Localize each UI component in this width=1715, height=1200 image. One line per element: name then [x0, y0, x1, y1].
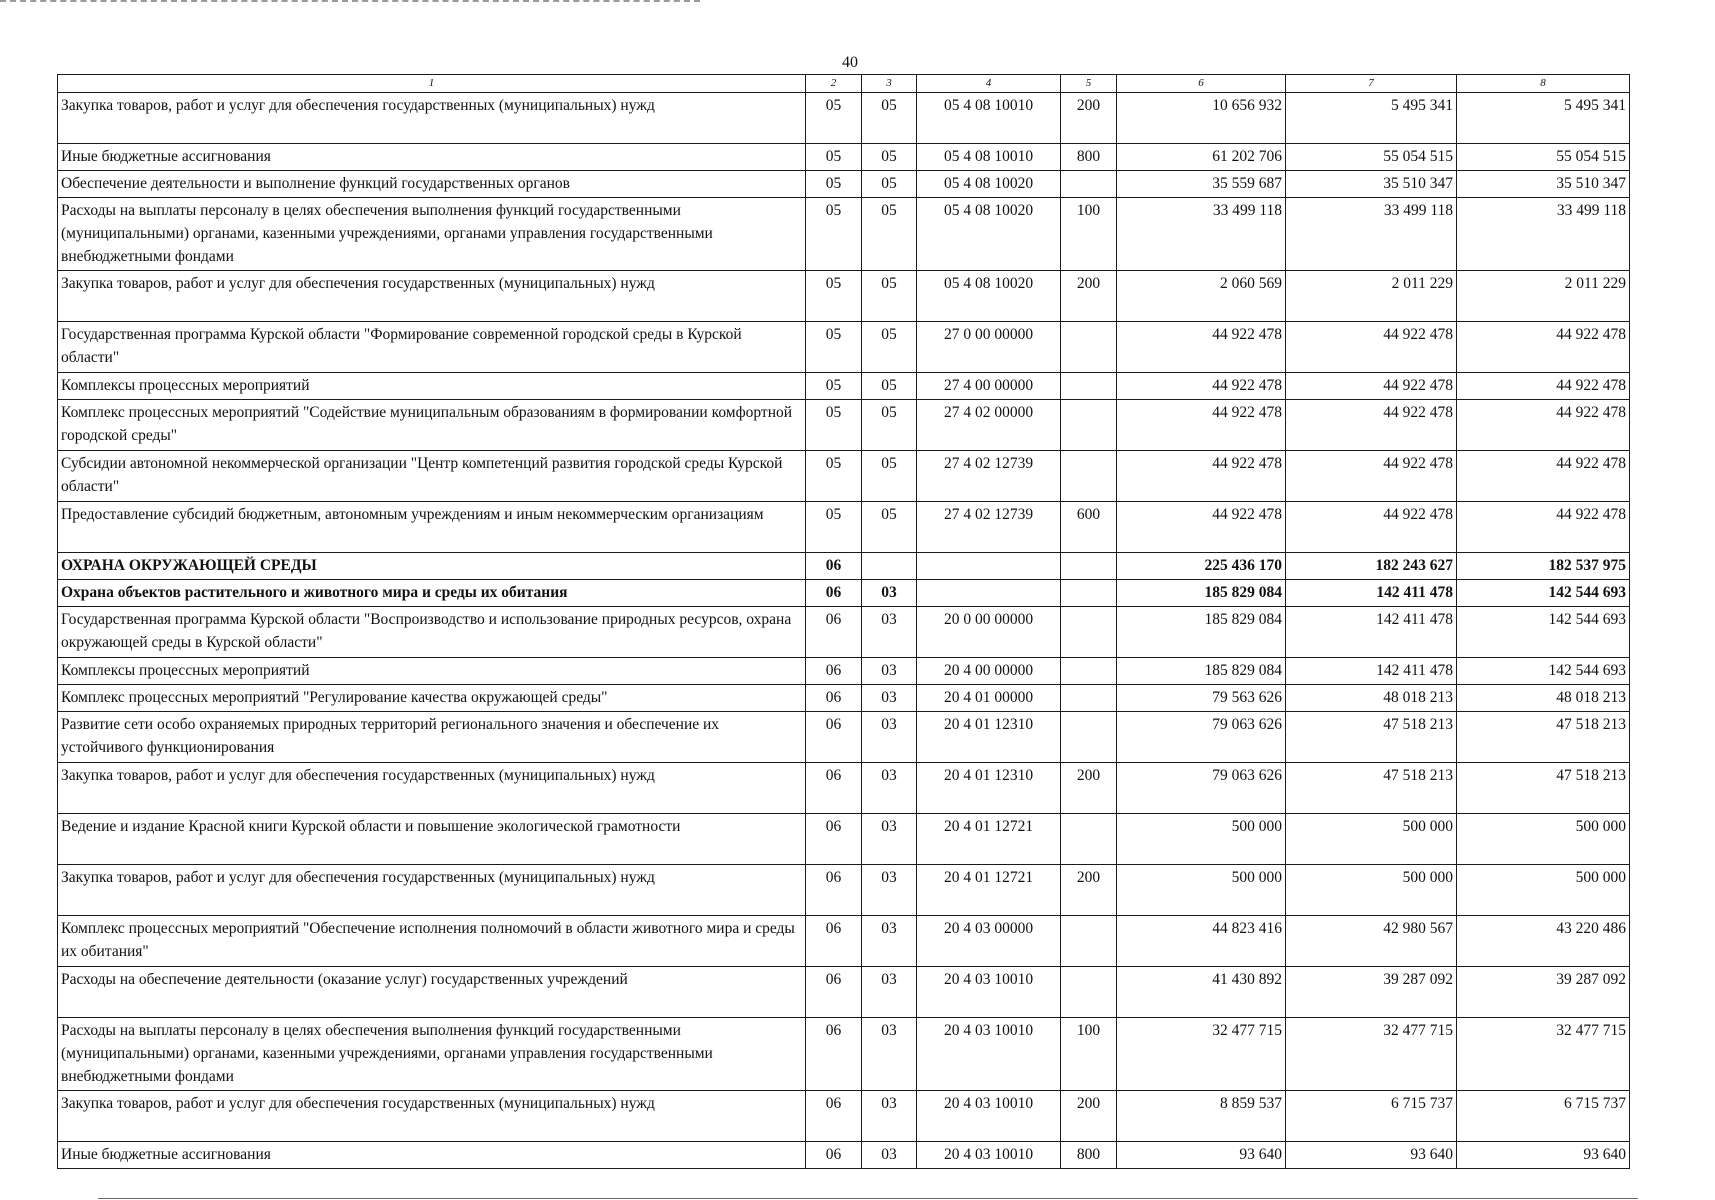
section-cell: 05: [806, 322, 862, 373]
amount-col6-cell: 225 436 170: [1117, 553, 1286, 580]
amount-col8-cell: 39 287 092: [1457, 967, 1630, 1018]
section-cell: 05: [806, 93, 862, 144]
subsection-cell: 05: [862, 322, 917, 373]
table-row: [58, 607, 1630, 658]
section-cell: 06: [806, 1091, 862, 1142]
amount-col6-cell: 79 563 626: [1117, 685, 1286, 712]
expense-type-cell: 200: [1061, 763, 1117, 814]
amount-col7-cell: 35 510 347: [1286, 171, 1457, 198]
section-cell: 06: [806, 607, 862, 658]
table-row: [58, 171, 1630, 198]
expense-type-cell: [1061, 580, 1117, 607]
target-article-cell: 27 4 02 00000: [917, 400, 1061, 451]
scan-edge-bottom: [98, 1198, 1638, 1199]
row-name-cell: Развитие сети особо охраняемых природных территорий регионального значения и обеспечение их устойчивого функционирования: [58, 712, 806, 763]
budget-table: [57, 74, 1630, 1169]
expense-type-cell: 100: [1061, 1018, 1117, 1091]
amount-col8-cell: 182 537 975: [1457, 553, 1630, 580]
amount-col8-cell: 44 922 478: [1457, 451, 1630, 502]
target-article-cell: [917, 580, 1061, 607]
target-article-cell: 20 4 03 10010: [917, 1091, 1061, 1142]
amount-col7-cell: 44 922 478: [1286, 502, 1457, 553]
expense-type-cell: 800: [1061, 144, 1117, 171]
amount-col6-cell: 44 823 416: [1117, 916, 1286, 967]
table-row: [58, 93, 1630, 144]
subsection-cell: 05: [862, 451, 917, 502]
amount-col8-cell: 500 000: [1457, 865, 1630, 916]
amount-col6-cell: 8 859 537: [1117, 1091, 1286, 1142]
subsection-cell: 05: [862, 271, 917, 322]
amount-col7-cell: 33 499 118: [1286, 198, 1457, 271]
section-cell: 05: [806, 451, 862, 502]
subsection-cell: 03: [862, 685, 917, 712]
amount-col8-cell: 2 011 229: [1457, 271, 1630, 322]
amount-col6-cell: 41 430 892: [1117, 967, 1286, 1018]
subsection-cell: 03: [862, 580, 917, 607]
row-name-cell: Закупка товаров, работ и услуг для обеспечения государственных (муниципальных) нужд: [58, 93, 806, 144]
row-name-cell: Закупка товаров, работ и услуг для обеспечения государственных (муниципальных) нужд: [58, 763, 806, 814]
subsection-cell: 05: [862, 198, 917, 271]
subsection-cell: 03: [862, 712, 917, 763]
amount-col8-cell: 44 922 478: [1457, 322, 1630, 373]
amount-col8-cell: 43 220 486: [1457, 916, 1630, 967]
amount-col6-cell: 44 922 478: [1117, 502, 1286, 553]
amount-col6-cell: 10 656 932: [1117, 93, 1286, 144]
amount-col7-cell: 182 243 627: [1286, 553, 1457, 580]
target-article-cell: 27 4 02 12739: [917, 502, 1061, 553]
section-cell: 05: [806, 502, 862, 553]
amount-col6-cell: 500 000: [1117, 865, 1286, 916]
table-row: [58, 400, 1630, 451]
target-article-cell: 05 4 08 10010: [917, 144, 1061, 171]
target-article-cell: 27 4 00 00000: [917, 373, 1061, 400]
amount-col7-cell: 5 495 341: [1286, 93, 1457, 144]
table-row: [58, 658, 1630, 685]
amount-col7-cell: 39 287 092: [1286, 967, 1457, 1018]
section-cell: 05: [806, 144, 862, 171]
amount-col7-cell: 44 922 478: [1286, 400, 1457, 451]
section-cell: 05: [806, 271, 862, 322]
expense-type-cell: [1061, 712, 1117, 763]
amount-col6-cell: 32 477 715: [1117, 1018, 1286, 1091]
column-header: 2: [806, 75, 862, 93]
amount-col7-cell: 93 640: [1286, 1142, 1457, 1169]
expense-type-cell: 100: [1061, 198, 1117, 271]
amount-col8-cell: 6 715 737: [1457, 1091, 1630, 1142]
amount-col6-cell: 44 922 478: [1117, 451, 1286, 502]
expense-type-cell: [1061, 553, 1117, 580]
table-row: [58, 553, 1630, 580]
row-name-cell: Закупка товаров, работ и услуг для обеспечения государственных (муниципальных) нужд: [58, 1091, 806, 1142]
page-number: 40: [842, 54, 858, 71]
subsection-cell: 03: [862, 1091, 917, 1142]
subsection-cell: 05: [862, 93, 917, 144]
expense-type-cell: 800: [1061, 1142, 1117, 1169]
expense-type-cell: [1061, 607, 1117, 658]
amount-col8-cell: 47 518 213: [1457, 712, 1630, 763]
amount-col8-cell: 142 544 693: [1457, 580, 1630, 607]
table-row: [58, 373, 1630, 400]
target-article-cell: 20 4 01 12310: [917, 712, 1061, 763]
target-article-cell: [917, 553, 1061, 580]
expense-type-cell: [1061, 322, 1117, 373]
target-article-cell: 20 4 03 00000: [917, 916, 1061, 967]
table-row: [58, 916, 1630, 967]
section-cell: 06: [806, 580, 862, 607]
expense-type-cell: [1061, 685, 1117, 712]
subsection-cell: 03: [862, 865, 917, 916]
amount-col8-cell: 142 544 693: [1457, 607, 1630, 658]
amount-col8-cell: 93 640: [1457, 1142, 1630, 1169]
target-article-cell: 20 4 03 10010: [917, 1018, 1061, 1091]
amount-col7-cell: 142 411 478: [1286, 658, 1457, 685]
amount-col7-cell: 142 411 478: [1286, 607, 1457, 658]
amount-col8-cell: 32 477 715: [1457, 1018, 1630, 1091]
section-cell: 06: [806, 685, 862, 712]
table-row: [58, 271, 1630, 322]
amount-col6-cell: 44 922 478: [1117, 400, 1286, 451]
row-name-cell: Охрана объектов растительного и животного мира и среды их обитания: [58, 580, 806, 607]
subsection-cell: 03: [862, 607, 917, 658]
amount-col6-cell: 185 829 084: [1117, 607, 1286, 658]
column-header: 7: [1286, 75, 1457, 93]
amount-col8-cell: 55 054 515: [1457, 144, 1630, 171]
amount-col8-cell: 500 000: [1457, 814, 1630, 865]
target-article-cell: 05 4 08 10020: [917, 198, 1061, 271]
amount-col8-cell: 5 495 341: [1457, 93, 1630, 144]
expense-type-cell: 200: [1061, 93, 1117, 144]
section-cell: 06: [806, 553, 862, 580]
amount-col7-cell: 47 518 213: [1286, 763, 1457, 814]
section-cell: 06: [806, 967, 862, 1018]
amount-col8-cell: 48 018 213: [1457, 685, 1630, 712]
row-name-cell: Субсидии автономной некоммерческой организации "Центр компетенций развития городской среды Курской области": [58, 451, 806, 502]
row-name-cell: Государственная программа Курской области "Формирование современной городской среды в Курской области": [58, 322, 806, 373]
expense-type-cell: [1061, 373, 1117, 400]
column-header: 1: [58, 75, 806, 93]
amount-col6-cell: 79 063 626: [1117, 763, 1286, 814]
amount-col7-cell: 142 411 478: [1286, 580, 1457, 607]
row-name-cell: Закупка товаров, работ и услуг для обеспечения государственных (муниципальных) нужд: [58, 865, 806, 916]
amount-col7-cell: 48 018 213: [1286, 685, 1457, 712]
target-article-cell: 05 4 08 10010: [917, 93, 1061, 144]
subsection-cell: 05: [862, 400, 917, 451]
subsection-cell: 05: [862, 373, 917, 400]
target-article-cell: 20 4 03 10010: [917, 967, 1061, 1018]
section-cell: 06: [806, 865, 862, 916]
expense-type-cell: [1061, 658, 1117, 685]
row-name-cell: Иные бюджетные ассигнования: [58, 144, 806, 171]
column-header: 8: [1457, 75, 1630, 93]
section-cell: 06: [806, 763, 862, 814]
amount-col8-cell: 44 922 478: [1457, 400, 1630, 451]
table-row: [58, 502, 1630, 553]
row-name-cell: Расходы на обеспечение деятельности (оказание услуг) государственных учреждений: [58, 967, 806, 1018]
subsection-cell: 03: [862, 763, 917, 814]
amount-col7-cell: 32 477 715: [1286, 1018, 1457, 1091]
row-name-cell: Обеспечение деятельности и выполнение функций государственных органов: [58, 171, 806, 198]
amount-col8-cell: 44 922 478: [1457, 502, 1630, 553]
amount-col7-cell: 500 000: [1286, 865, 1457, 916]
amount-col6-cell: 35 559 687: [1117, 171, 1286, 198]
amount-col6-cell: 185 829 084: [1117, 658, 1286, 685]
column-header: 4: [917, 75, 1061, 93]
section-cell: 05: [806, 171, 862, 198]
amount-col7-cell: 6 715 737: [1286, 1091, 1457, 1142]
target-article-cell: 20 4 00 00000: [917, 658, 1061, 685]
subsection-cell: 03: [862, 916, 917, 967]
table-row: [58, 451, 1630, 502]
expense-type-cell: 200: [1061, 1091, 1117, 1142]
row-name-cell: Комплексы процессных мероприятий: [58, 373, 806, 400]
column-header: 6: [1117, 75, 1286, 93]
table-row: [58, 198, 1630, 271]
row-name-cell: Расходы на выплаты персоналу в целях обеспечения выполнения функций государственными (муниципальными) органами, казенными учреждениями, органами управления государственными внебюджетными фондами: [58, 1018, 806, 1091]
section-cell: 05: [806, 400, 862, 451]
amount-col6-cell: 61 202 706: [1117, 144, 1286, 171]
section-cell: 06: [806, 1018, 862, 1091]
section-cell: 06: [806, 916, 862, 967]
table-row: [58, 1091, 1630, 1142]
amount-col7-cell: 42 980 567: [1286, 916, 1457, 967]
amount-col6-cell: 79 063 626: [1117, 712, 1286, 763]
amount-col6-cell: 500 000: [1117, 814, 1286, 865]
row-name-cell: Государственная программа Курской области "Воспроизводство и использование природных ресурсов, охрана окружающей среды в Курской области": [58, 607, 806, 658]
target-article-cell: 05 4 08 10020: [917, 171, 1061, 198]
column-number-row: [58, 75, 1630, 93]
row-name-cell: Расходы на выплаты персоналу в целях обеспечения выполнения функций государственными (муниципальными) органами, казенными учреждениями, органами управления государственными внебюджетными фондами: [58, 198, 806, 271]
expense-type-cell: [1061, 916, 1117, 967]
row-name-cell: Комплексы процессных мероприятий: [58, 658, 806, 685]
expense-type-cell: 600: [1061, 502, 1117, 553]
row-name-cell: Ведение и издание Красной книги Курской области и повышение экологической грамотности: [58, 814, 806, 865]
target-article-cell: 20 4 01 12310: [917, 763, 1061, 814]
table-row: [58, 763, 1630, 814]
target-article-cell: 20 4 01 12721: [917, 814, 1061, 865]
table-row: [58, 144, 1630, 171]
target-article-cell: 20 4 01 12721: [917, 865, 1061, 916]
row-name-cell: Иные бюджетные ассигнования: [58, 1142, 806, 1169]
section-cell: 05: [806, 373, 862, 400]
table-body: [58, 93, 1630, 1169]
row-name-cell: Комплекс процессных мероприятий "Содействие муниципальным образованиям в формировании комфортной городской среды": [58, 400, 806, 451]
amount-col7-cell: 44 922 478: [1286, 322, 1457, 373]
amount-col7-cell: 55 054 515: [1286, 144, 1457, 171]
row-name-cell: Комплекс процессных мероприятий "Обеспечение исполнения полномочий в области животного мира и среды их обитания": [58, 916, 806, 967]
row-name-cell: Предоставление субсидий бюджетным, автономным учреждениям и иным некоммерческим организациям: [58, 502, 806, 553]
scan-edge-top: [0, 0, 700, 2]
target-article-cell: 20 4 03 10010: [917, 1142, 1061, 1169]
section-cell: 06: [806, 712, 862, 763]
expense-type-cell: [1061, 171, 1117, 198]
amount-col7-cell: 44 922 478: [1286, 451, 1457, 502]
table-row: [58, 1142, 1630, 1169]
section-cell: 06: [806, 814, 862, 865]
amount-col8-cell: 44 922 478: [1457, 373, 1630, 400]
expense-type-cell: [1061, 814, 1117, 865]
amount-col6-cell: 93 640: [1117, 1142, 1286, 1169]
amount-col8-cell: 47 518 213: [1457, 763, 1630, 814]
amount-col6-cell: 2 060 569: [1117, 271, 1286, 322]
table-row: [58, 814, 1630, 865]
target-article-cell: 20 4 01 00000: [917, 685, 1061, 712]
target-article-cell: 27 0 00 00000: [917, 322, 1061, 373]
subsection-cell: 03: [862, 1018, 917, 1091]
subsection-cell: 03: [862, 1142, 917, 1169]
amount-col6-cell: 44 922 478: [1117, 322, 1286, 373]
subsection-cell: 03: [862, 967, 917, 1018]
amount-col8-cell: 33 499 118: [1457, 198, 1630, 271]
column-header: 5: [1061, 75, 1117, 93]
section-cell: 06: [806, 1142, 862, 1169]
column-header: 3: [862, 75, 917, 93]
amount-col6-cell: 44 922 478: [1117, 373, 1286, 400]
row-name-cell: Комплекс процессных мероприятий "Регулирование качества окружающей среды": [58, 685, 806, 712]
row-name-cell: ОХРАНА ОКРУЖАЮЩЕЙ СРЕДЫ: [58, 553, 806, 580]
subsection-cell: 05: [862, 144, 917, 171]
table-row: [58, 685, 1630, 712]
section-cell: 05: [806, 198, 862, 271]
expense-type-cell: [1061, 400, 1117, 451]
amount-col6-cell: 185 829 084: [1117, 580, 1286, 607]
table-row: [58, 580, 1630, 607]
amount-col6-cell: 33 499 118: [1117, 198, 1286, 271]
expense-type-cell: [1061, 451, 1117, 502]
amount-col7-cell: 44 922 478: [1286, 373, 1457, 400]
amount-col7-cell: 2 011 229: [1286, 271, 1457, 322]
amount-col7-cell: 47 518 213: [1286, 712, 1457, 763]
row-name-cell: Закупка товаров, работ и услуг для обеспечения государственных (муниципальных) нужд: [58, 271, 806, 322]
target-article-cell: 27 4 02 12739: [917, 451, 1061, 502]
table-row: [58, 322, 1630, 373]
subsection-cell: 03: [862, 658, 917, 685]
expense-type-cell: 200: [1061, 865, 1117, 916]
section-cell: 06: [806, 658, 862, 685]
amount-col8-cell: 142 544 693: [1457, 658, 1630, 685]
table-row: [58, 865, 1630, 916]
amount-col8-cell: 35 510 347: [1457, 171, 1630, 198]
subsection-cell: 05: [862, 502, 917, 553]
expense-type-cell: [1061, 967, 1117, 1018]
subsection-cell: 05: [862, 171, 917, 198]
expense-type-cell: 200: [1061, 271, 1117, 322]
subsection-cell: [862, 553, 917, 580]
amount-col7-cell: 500 000: [1286, 814, 1457, 865]
target-article-cell: 05 4 08 10020: [917, 271, 1061, 322]
table-row: [58, 1018, 1630, 1091]
table-row: [58, 967, 1630, 1018]
table-row: [58, 712, 1630, 763]
subsection-cell: 03: [862, 814, 917, 865]
target-article-cell: 20 0 00 00000: [917, 607, 1061, 658]
